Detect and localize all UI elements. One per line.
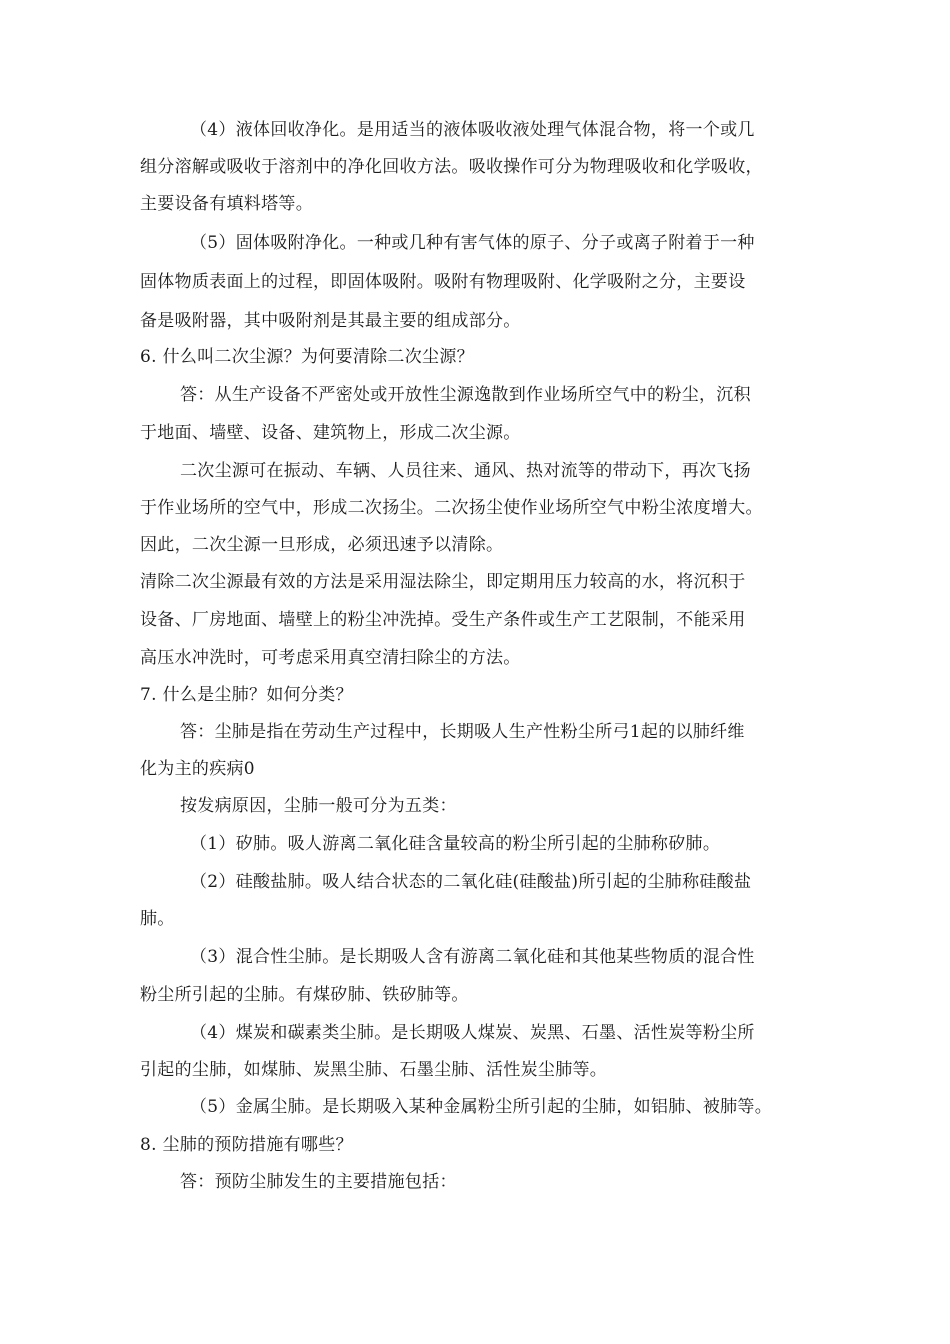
paragraph-line: （4）液体回收净化。是用适当的液体吸收液处理气体混合物，将一个或几 xyxy=(190,120,755,140)
list-item: （5）金属尘肺。是长期吸入某种金属粉尘所引起的尘肺，如铝肺、被肺等。 xyxy=(190,1097,773,1117)
paragraph-line: 高压水冲洗时，可考虑采用真空清扫除尘的方法。 xyxy=(140,648,521,668)
paragraph-line: 组分溶解或吸收于溶剂中的净化回收方法。吸收操作可分为物理吸收和化学吸收， xyxy=(140,157,763,177)
question-heading: 7. 什么是尘肺？如何分类？ xyxy=(140,685,353,705)
list-item: （2）硅酸盐肺。吸人结合状态的二氧化硅(硅酸盐)所引起的尘肺称硅酸盐 xyxy=(190,872,752,892)
paragraph-line: 于地面、墙壁、设备、建筑物上，形成二次尘源。 xyxy=(140,423,521,443)
paragraph-line: 粉尘所引起的尘肺。有煤矽肺、铁矽肺等。 xyxy=(140,985,469,1005)
paragraph-line: （5）固体吸附净化。一种或几种有害气体的原子、分子或离子附着于一种 xyxy=(190,233,755,253)
paragraph-line: 备是吸附器，其中吸附剂是其最主要的组成部分。 xyxy=(140,311,521,331)
answer-line: 答：从生产设备不严密处或开放性尘源逸散到作业场所空气中的粉尘，沉积 xyxy=(180,385,751,405)
list-item: （3）混合性尘肺。是长期吸人含有游离二氧化硅和其他某些物质的混合性 xyxy=(190,947,755,967)
question-heading: 8. 尘肺的预防措施有哪些？ xyxy=(140,1135,353,1155)
list-item: （1）矽肺。吸人游离二氧化硅含量较高的粉尘所引起的尘肺称矽肺。 xyxy=(190,834,721,854)
paragraph-line: 设备、厂房地面、墙壁上的粉尘冲洗掉。受生产条件或生产工艺限制，不能采用 xyxy=(140,610,746,630)
paragraph-line: 于作业场所的空气中，形成二次扬尘。二次扬尘使作业场所空气中粉尘浓度增大。 xyxy=(140,498,763,518)
answer-line: 答：尘肺是指在劳动生产过程中，长期吸人生产性粉尘所弓1起的以肺纤维 xyxy=(180,722,745,742)
paragraph-line: 清除二次尘源最有效的方法是采用湿法除尘，即定期用压力较高的水，将沉积于 xyxy=(140,572,746,592)
list-item: （4）煤炭和碳素类尘肺。是长期吸人煤炭、炭黑、石墨、活性炭等粉尘所 xyxy=(190,1023,755,1043)
paragraph-line: 二次尘源可在振动、车辆、人员往来、通风、热对流等的带动下，再次飞扬 xyxy=(180,461,751,481)
answer-line: 答：预防尘肺发生的主要措施包括： xyxy=(180,1172,457,1192)
paragraph-line: 肺。 xyxy=(140,909,175,929)
paragraph-line: 因此，二次尘源一旦形成，必须迅速予以清除。 xyxy=(140,535,504,555)
paragraph-line: 固体物质表面上的过程，即固体吸附。吸附有物理吸附、化学吸附之分，主要设 xyxy=(140,272,746,292)
paragraph-line: 化为主的疾病0 xyxy=(140,759,255,779)
paragraph-line: 引起的尘肺，如煤肺、炭黑尘肺、石墨尘肺、活性炭尘肺等。 xyxy=(140,1060,608,1080)
paragraph-line: 按发病原因，尘肺一般可分为五类： xyxy=(180,796,457,816)
paragraph-line: 主要设备有填料塔等。 xyxy=(140,194,313,214)
question-heading: 6. 什么叫二次尘源？为何要清除二次尘源？ xyxy=(140,347,474,367)
